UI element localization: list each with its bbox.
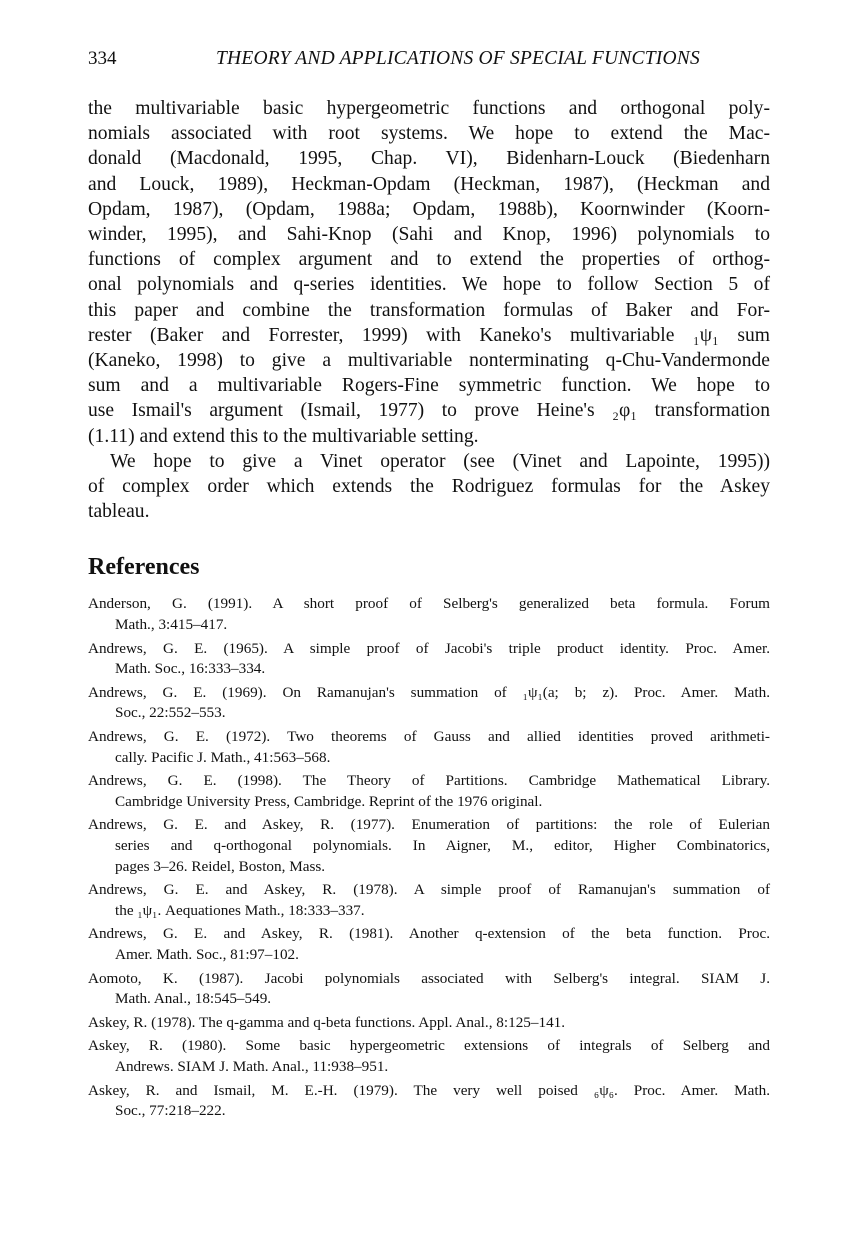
text-line: Opdam, 1987), (Opdam, 1988a; Opdam, 1988b), Koornwinder (Koorn- (88, 198, 770, 220)
text-line: tableau. (88, 501, 150, 523)
reference-line: cally. Pacific J. Math., 41:563–568. (115, 748, 331, 766)
reference-line: the ₁ψ₁. Aequationes Math., 18:333–337. (115, 901, 365, 919)
reference-line: Andrews. SIAM J. Math. Anal., 11:938–951. (115, 1057, 389, 1075)
paragraph (88, 449, 770, 525)
reference-line: Soc., 77:218–222. (115, 1102, 226, 1120)
reference-line: Andrews, G. E. (1965). A simple proof of Jacobi's triple product identity. Proc. Amer. (88, 639, 770, 657)
paragraph (88, 96, 770, 449)
references-list (88, 594, 770, 1121)
reference-line: Cambridge University Press, Cambridge. Reprint of the 1976 original. (115, 792, 543, 810)
text-line: (1.11) and extend this to the multivariable setting. (88, 425, 479, 447)
reference-line: pages 3–26. Reidel, Boston, Mass. (115, 857, 326, 875)
reference-entry (88, 727, 770, 768)
page-number: 334 (88, 48, 117, 69)
reference-line: Andrews, G. E. (1969). On Ramanujan's summation of ₁ψ₁(a; b; z). Proc. Amer. Math. (88, 683, 770, 701)
text-line: donald (Macdonald, 1995, Chap. VI), Bidenharn-Louck (Biedenharn (88, 148, 770, 170)
reference-entry (88, 594, 770, 635)
body-text (88, 96, 770, 524)
reference-line: series and q-orthogonal polynomials. In Aigner, M., editor, Higher Combinatorics, (115, 836, 770, 854)
reference-line: Anderson, G. (1991). A short proof of Selberg's generalized beta formula. Forum (88, 595, 770, 613)
reference-entry (88, 683, 770, 724)
reference-line: Math. Anal., 18:545–549. (115, 990, 272, 1008)
text-line: and Louck, 1989), Heckman-Opdam (Heckman, 1987), (Heckman and (88, 173, 770, 195)
text-line: use Ismail's argument (Ismail, 1977) to prove Heine's ₂φ₁ transformation (88, 400, 770, 422)
text-line: winder, 1995), and Sahi-Knop (Sahi and Knop, 1996) polynomials to (88, 224, 770, 246)
reference-line: Aomoto, K. (1987). Jacobi polynomials associated with Selberg's integral. SIAM J. (88, 969, 770, 987)
reference-line: Andrews, G. E. and Askey, R. (1977). Enumeration of partitions: the role of Eulerian (88, 816, 770, 834)
text-line: the multivariable basic hypergeometric functions and orthogonal poly- (88, 98, 770, 119)
text-line: (Kaneko, 1998) to give a multivariable nonterminating q-Chu-Vandermonde (88, 350, 770, 372)
reference-entry (88, 969, 770, 1010)
reference-line: Andrews, G. E. (1972). Two theorems of Gauss and allied identities proved arithmeti- (88, 728, 770, 746)
text-line: sum and a multivariable Rogers-Fine symmetric function. We hope to (88, 375, 770, 397)
reference-entry (88, 1036, 770, 1077)
page (88, 48, 770, 1125)
running-title: THEORY AND APPLICATIONS OF SPECIAL FUNCTIONS (216, 48, 700, 69)
running-head (88, 48, 770, 78)
reference-line: Math., 3:415–417. (115, 616, 228, 634)
text-line: onal polynomials and q-series identities. We hope to follow Section 5 of (88, 274, 770, 296)
reference-entry (88, 880, 770, 921)
text-line: of complex order which extends the Rodriguez formulas for the Askey (88, 476, 770, 498)
reference-line: Soc., 22:552–553. (115, 704, 226, 722)
reference-entry (88, 815, 770, 877)
reference-line: Andrews, G. E. (1998). The Theory of Partitions. Cambridge Mathematical Library. (88, 772, 770, 790)
reference-line: Askey, R. and Ismail, M. E.-H. (1979). The very well poised ₆ψ₆. Proc. Amer. Math. (88, 1081, 770, 1099)
reference-entry (88, 639, 770, 680)
text-line: functions of complex argument and to extend the properties of orthog- (88, 249, 770, 271)
reference-line: Amer. Math. Soc., 81:97–102. (115, 945, 299, 963)
reference-line: Askey, R. (1980). Some basic hypergeometric extensions of integrals of Selberg and (88, 1037, 770, 1055)
reference-line: Askey, R. (1978). The q-gamma and q-beta functions. Appl. Anal., 8:125–141. (88, 1013, 566, 1031)
reference-entry (88, 1013, 770, 1034)
text-line: rester (Baker and Forrester, 1999) with Kaneko's multivariable ₁ψ₁ sum (88, 324, 770, 346)
reference-entry (88, 771, 770, 812)
text-line: We hope to give a Vinet operator (see (Vinet and Lapointe, 1995)) (110, 450, 770, 472)
reference-line: Andrews, G. E. and Askey, R. (1978). A simple proof of Ramanujan's summation of (88, 881, 770, 899)
references-heading: References (88, 554, 200, 581)
reference-line: Math. Soc., 16:333–334. (115, 660, 266, 678)
text-line: this paper and combine the transformation formulas of Baker and For- (88, 299, 770, 321)
reference-entry (88, 1081, 770, 1122)
reference-entry (88, 924, 770, 965)
text-line: nomials associated with root systems. We hope to extend the Mac- (88, 123, 770, 145)
reference-line: Andrews, G. E. and Askey, R. (1981). Another q-extension of the beta function. Proc. (88, 925, 770, 943)
